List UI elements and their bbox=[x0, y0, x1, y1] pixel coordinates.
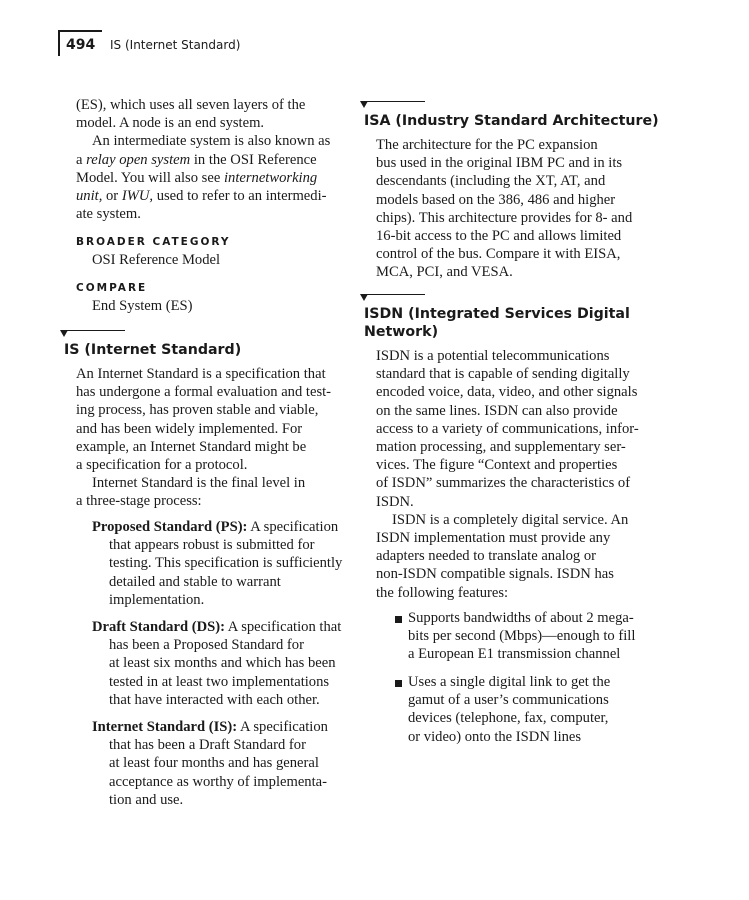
text-line: Model. You will also see internetworking bbox=[76, 169, 318, 186]
text-line: detailed and stable to warrant bbox=[109, 573, 281, 590]
text-line: control of the bus. Compare it with EISA, bbox=[376, 246, 621, 263]
text-line: vices. The figure “Context and properties bbox=[376, 457, 618, 474]
text-line: tion and use. bbox=[109, 791, 184, 808]
text-line: example, an Internet Standard might be bbox=[76, 438, 307, 455]
running-head-rule-horizontal bbox=[58, 30, 102, 32]
text-line: Internet Standard (IS): A specification bbox=[92, 719, 328, 736]
compare-value: End System (ES) bbox=[92, 298, 193, 314]
text-line: MCA, PCI, and VESA. bbox=[376, 264, 513, 281]
text-line: tested in at least two implementations bbox=[109, 673, 330, 690]
text-line: a relay open system in the OSI Reference bbox=[76, 151, 317, 168]
text-line: bits per second (Mbps)—enough to fill bbox=[408, 628, 636, 645]
bullet-icon bbox=[395, 680, 402, 687]
text-line: bus used in the original IBM PC and in its bbox=[376, 155, 623, 172]
entry-heading-isa: ISA (Industry Standard Architecture) bbox=[364, 113, 659, 129]
stage-list bbox=[76, 518, 356, 809]
text-line: model. A node is an end system. bbox=[76, 115, 265, 132]
text-line: access to a variety of communications, infor- bbox=[376, 420, 639, 437]
entry-rule bbox=[65, 330, 125, 331]
text-line: or video) onto the ISDN lines bbox=[408, 728, 582, 745]
text-line: mation processing, and supplementary ser- bbox=[376, 439, 626, 456]
text-line: Internet Standard is the final level in bbox=[92, 475, 306, 492]
stage-item bbox=[76, 518, 356, 609]
text-line: (ES), which uses all seven layers of the bbox=[76, 97, 306, 113]
text-line: on the same lines. ISDN can also provide bbox=[376, 402, 618, 419]
text-line: has been a Proposed Standard for bbox=[109, 637, 304, 654]
triangle-icon bbox=[60, 330, 68, 337]
feature-item bbox=[408, 609, 668, 664]
isdn-definition bbox=[376, 347, 666, 602]
running-head-title: IS (Internet Standard) bbox=[110, 38, 241, 52]
italic-term: unit, bbox=[76, 188, 103, 205]
triangle-icon bbox=[360, 101, 368, 108]
page-number: 494 bbox=[66, 37, 96, 53]
heading-line: Network) bbox=[364, 324, 439, 340]
text-line: a three-stage process: bbox=[76, 493, 202, 510]
text-line: that appears robust is submitted for bbox=[109, 537, 315, 554]
text-line: of ISDN” summarizes the characteristics of bbox=[376, 475, 631, 492]
text-line: the following features: bbox=[376, 584, 509, 601]
text-line: a specification for a protocol. bbox=[76, 457, 248, 474]
broader-category-label: BROADER CATEGORY bbox=[76, 236, 231, 248]
text-line: acceptance as worthy of implementa- bbox=[109, 773, 327, 790]
stage-term: Proposed Standard (PS): bbox=[92, 519, 248, 535]
text-line: testing. This specification is sufficiently bbox=[109, 555, 343, 572]
text-line: and has been widely implemented. For bbox=[76, 420, 303, 437]
entry-heading-isdn bbox=[364, 305, 630, 341]
text-line: An intermediate system is also known as bbox=[92, 133, 331, 150]
text-line: Proposed Standard (PS): A specification bbox=[92, 519, 339, 535]
text-line: chips). This architecture provides for 8- and bbox=[376, 209, 633, 226]
running-head-rule-vertical bbox=[58, 30, 60, 56]
is-definition bbox=[76, 365, 356, 511]
bullet-icon bbox=[395, 616, 402, 623]
text-line: ISDN is a completely digital service. An bbox=[392, 511, 629, 528]
text-line: ISDN implementation must provide any bbox=[376, 530, 611, 547]
text-line: An Internet Standard is a specification that bbox=[76, 366, 326, 382]
text-line: The architecture for the PC expansion bbox=[376, 137, 598, 153]
text-line: Draft Standard (DS): A specification that bbox=[92, 619, 342, 636]
text-line: unit, or IWU, used to refer to an intermedi- bbox=[76, 188, 327, 205]
text-line: standard that is capable of sending digitally bbox=[376, 366, 630, 383]
isa-definition bbox=[376, 136, 666, 282]
text-line: ate system. bbox=[76, 206, 141, 223]
stage-term: Internet Standard (IS): bbox=[92, 719, 238, 736]
italic-term: relay open system bbox=[86, 151, 191, 168]
text-line: has undergone a formal evaluation and test- bbox=[76, 384, 332, 401]
stage-term: Draft Standard (DS): bbox=[92, 619, 225, 636]
text-line: at least four months and has general bbox=[109, 755, 319, 772]
italic-term: IWU, bbox=[121, 188, 154, 205]
text-line: ISDN. bbox=[376, 493, 414, 510]
entry-rule bbox=[365, 101, 425, 102]
text-line: that has been a Draft Standard for bbox=[109, 737, 306, 754]
triangle-icon bbox=[360, 294, 368, 301]
text-line: ing process, has proven stable and viable, bbox=[76, 402, 319, 419]
stage-item bbox=[76, 618, 356, 709]
text-line: models based on the 386, 486 and higher bbox=[376, 191, 616, 208]
running-head bbox=[58, 30, 358, 58]
text-line: 16-bit access to the PC and allows limited bbox=[376, 228, 622, 245]
text-line: non-ISDN compatible signals. ISDN has bbox=[376, 566, 614, 583]
broader-category-value: OSI Reference Model bbox=[92, 252, 221, 268]
text-line: descendants (including the XT, AT, and bbox=[376, 173, 606, 190]
text-line: adapters needed to translate analog or bbox=[376, 548, 597, 565]
text-line: a European E1 transmission channel bbox=[408, 646, 621, 663]
text-line: Supports bandwidths of about 2 mega- bbox=[408, 610, 634, 626]
text-line: implementation. bbox=[109, 591, 205, 608]
stage-item bbox=[76, 718, 356, 809]
text-line: Uses a single digital link to get the bbox=[408, 674, 611, 690]
text-line: devices (telephone, fax, computer, bbox=[408, 710, 609, 727]
left-column bbox=[76, 96, 356, 223]
text-line: at least six months and which has been bbox=[109, 655, 336, 672]
text-line: that have interacted with each other. bbox=[109, 691, 320, 708]
feature-item bbox=[408, 673, 668, 746]
italic-term: internetworking bbox=[223, 169, 318, 186]
entry-rule bbox=[365, 294, 425, 295]
text-line: gamut of a user’s communications bbox=[408, 692, 609, 709]
entry-heading-is: IS (Internet Standard) bbox=[64, 342, 242, 358]
compare-label: COMPARE bbox=[76, 282, 148, 294]
text-line: encoded voice, data, video, and other signals bbox=[376, 384, 638, 401]
heading-line: ISDN (Integrated Services Digital bbox=[364, 306, 630, 322]
text-line: ISDN is a potential telecommunications bbox=[376, 348, 610, 364]
